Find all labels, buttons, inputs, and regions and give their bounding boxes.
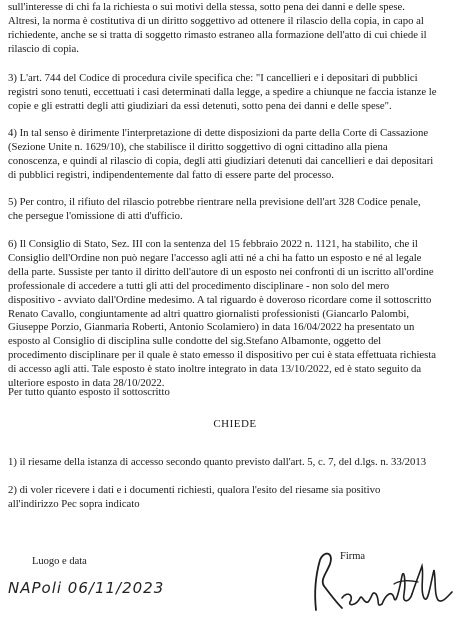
text-line: richiedente, anche se si tratta di soggetto rimasto estraneo alla formazione dell'atto di cui chiede il [8, 28, 427, 41]
signature-label: Firma [340, 551, 366, 562]
text-line: Altresì, la norma è costitutiva di un diritto soggettivo ad ottenere il rilascio della copia, in capo al [8, 14, 424, 27]
text-line: di accesso agli atti. Tale esposto è stato inoltre integrato in data 13/10/2022, ed è stato seguito da [8, 363, 422, 376]
text-line: dispositivo - avviato dall'Ordine medesimo. A tal riguardo è doveroso ricordare come il sottoscritto [8, 293, 432, 306]
paragraph-6 [8, 238, 460, 391]
text-line: Giuseppe Porzio, Gianmaria Roberti, Antonio Scolamiero) in data 16/04/2022 ha presentato un [8, 321, 415, 334]
text-line: 6) Il Consiglio di Stato, Sez. III con la sentenza del 15 febbraio 2022 n. 1121, ha stabilito, che il [8, 238, 418, 250]
text-line: 5) Per contro, il rifiuto del rilascio potrebbe rientrare nella previsione dell'art 328 Codice penale, [8, 196, 421, 208]
paragraph-3 [8, 72, 460, 114]
text-line: Consiglio dell'Ordine non può negare l'accesso agli atti né a chi ha fatto un esposto e né al legale [8, 251, 422, 264]
text-line: registri sono tenuti, eccettuati i casi determinati dalla legge, a spedire a chiunque ne faccia istanze le [8, 85, 437, 98]
chiede-heading: CHIEDE [213, 418, 257, 430]
text-line: all'indirizzo Pec sopra indicato [8, 497, 140, 510]
place-date-label: Luogo e data [32, 556, 87, 567]
request-1 [8, 456, 460, 470]
text-line: Renato Cavallo, congiuntamente ad altri quattro giornalisti professionisti (Giancarlo Palombi, [8, 307, 409, 320]
text-line: procedimento disciplinare per il quale è stato emesso il dispositivo per cui è stata effettuata richiesta [8, 349, 437, 362]
text-line: copie e gli estratti degli atti giudiziari da essi detenuti, sotto pena dei danni e delle spese". [8, 99, 392, 112]
text-line: 4) In tal senso è dirimente l'interpretazione di dette disposizioni da parte della Corte di Cassazione [8, 127, 429, 139]
text-line: (Sezione Unite n. 1629/10), che stabilisce il diritto soggettivo di ogni cittadino alla piena [8, 140, 388, 153]
text-line: 2) di voler ricevere i dati e i documenti richiesti, qualora l'esito del riesame sia positivo [8, 484, 381, 496]
text-line: sull'interesse di chi fa la richiesta o sui motivi della stessa, sotto pena dei danni e delle spese. [8, 1, 405, 13]
request-2 [8, 484, 460, 512]
text-line: professionale di accedere a tutti gli atti del procedimento disciplinare - non solo del mero [8, 279, 390, 292]
handwritten-signature [310, 546, 460, 618]
paragraph-5 [8, 196, 460, 224]
text-line: 3) L'art. 744 del Codice di procedura civile specifica che: "I cancellieri e i depositari di pubblici [8, 72, 418, 84]
text-line: conoscenza, e quindi al rilascio di copia, degli atti giudiziari detenuti dai cancellieri e dai depositari [8, 154, 434, 167]
paragraph-4 [8, 127, 460, 183]
text-line: 1) il riesame della istanza di accesso secondo quanto previsto dall'art. 5, c. 7, del d.lgs. n. 33/2013 [8, 456, 427, 468]
text-line: della parte. Sussiste per tanto il diritto dell'autore di un esposto nei confronti di un iscritto all'ordine [8, 265, 434, 278]
handwritten-place-date: NAPoli 06/11/2023 [8, 579, 165, 597]
text-line: esposto al Consiglio di disciplina sulle condotte del sig.Stefano Albamonte, oggetto del [8, 335, 382, 348]
text-line: ulteriore esposto in data 28/10/2022. [8, 377, 165, 390]
text-line: rilascio di copia. [8, 42, 79, 55]
intro-paragraph [8, 1, 460, 57]
closing-intro [8, 386, 460, 400]
text-line: Per tutto quanto esposto il sottoscritto [8, 386, 170, 398]
text-line: che persegue l'omissione di atti d'ufficio. [8, 209, 183, 222]
text-line: di pubblici registri, indipendentemente dal fatto di essere parte del processo. [8, 168, 334, 181]
